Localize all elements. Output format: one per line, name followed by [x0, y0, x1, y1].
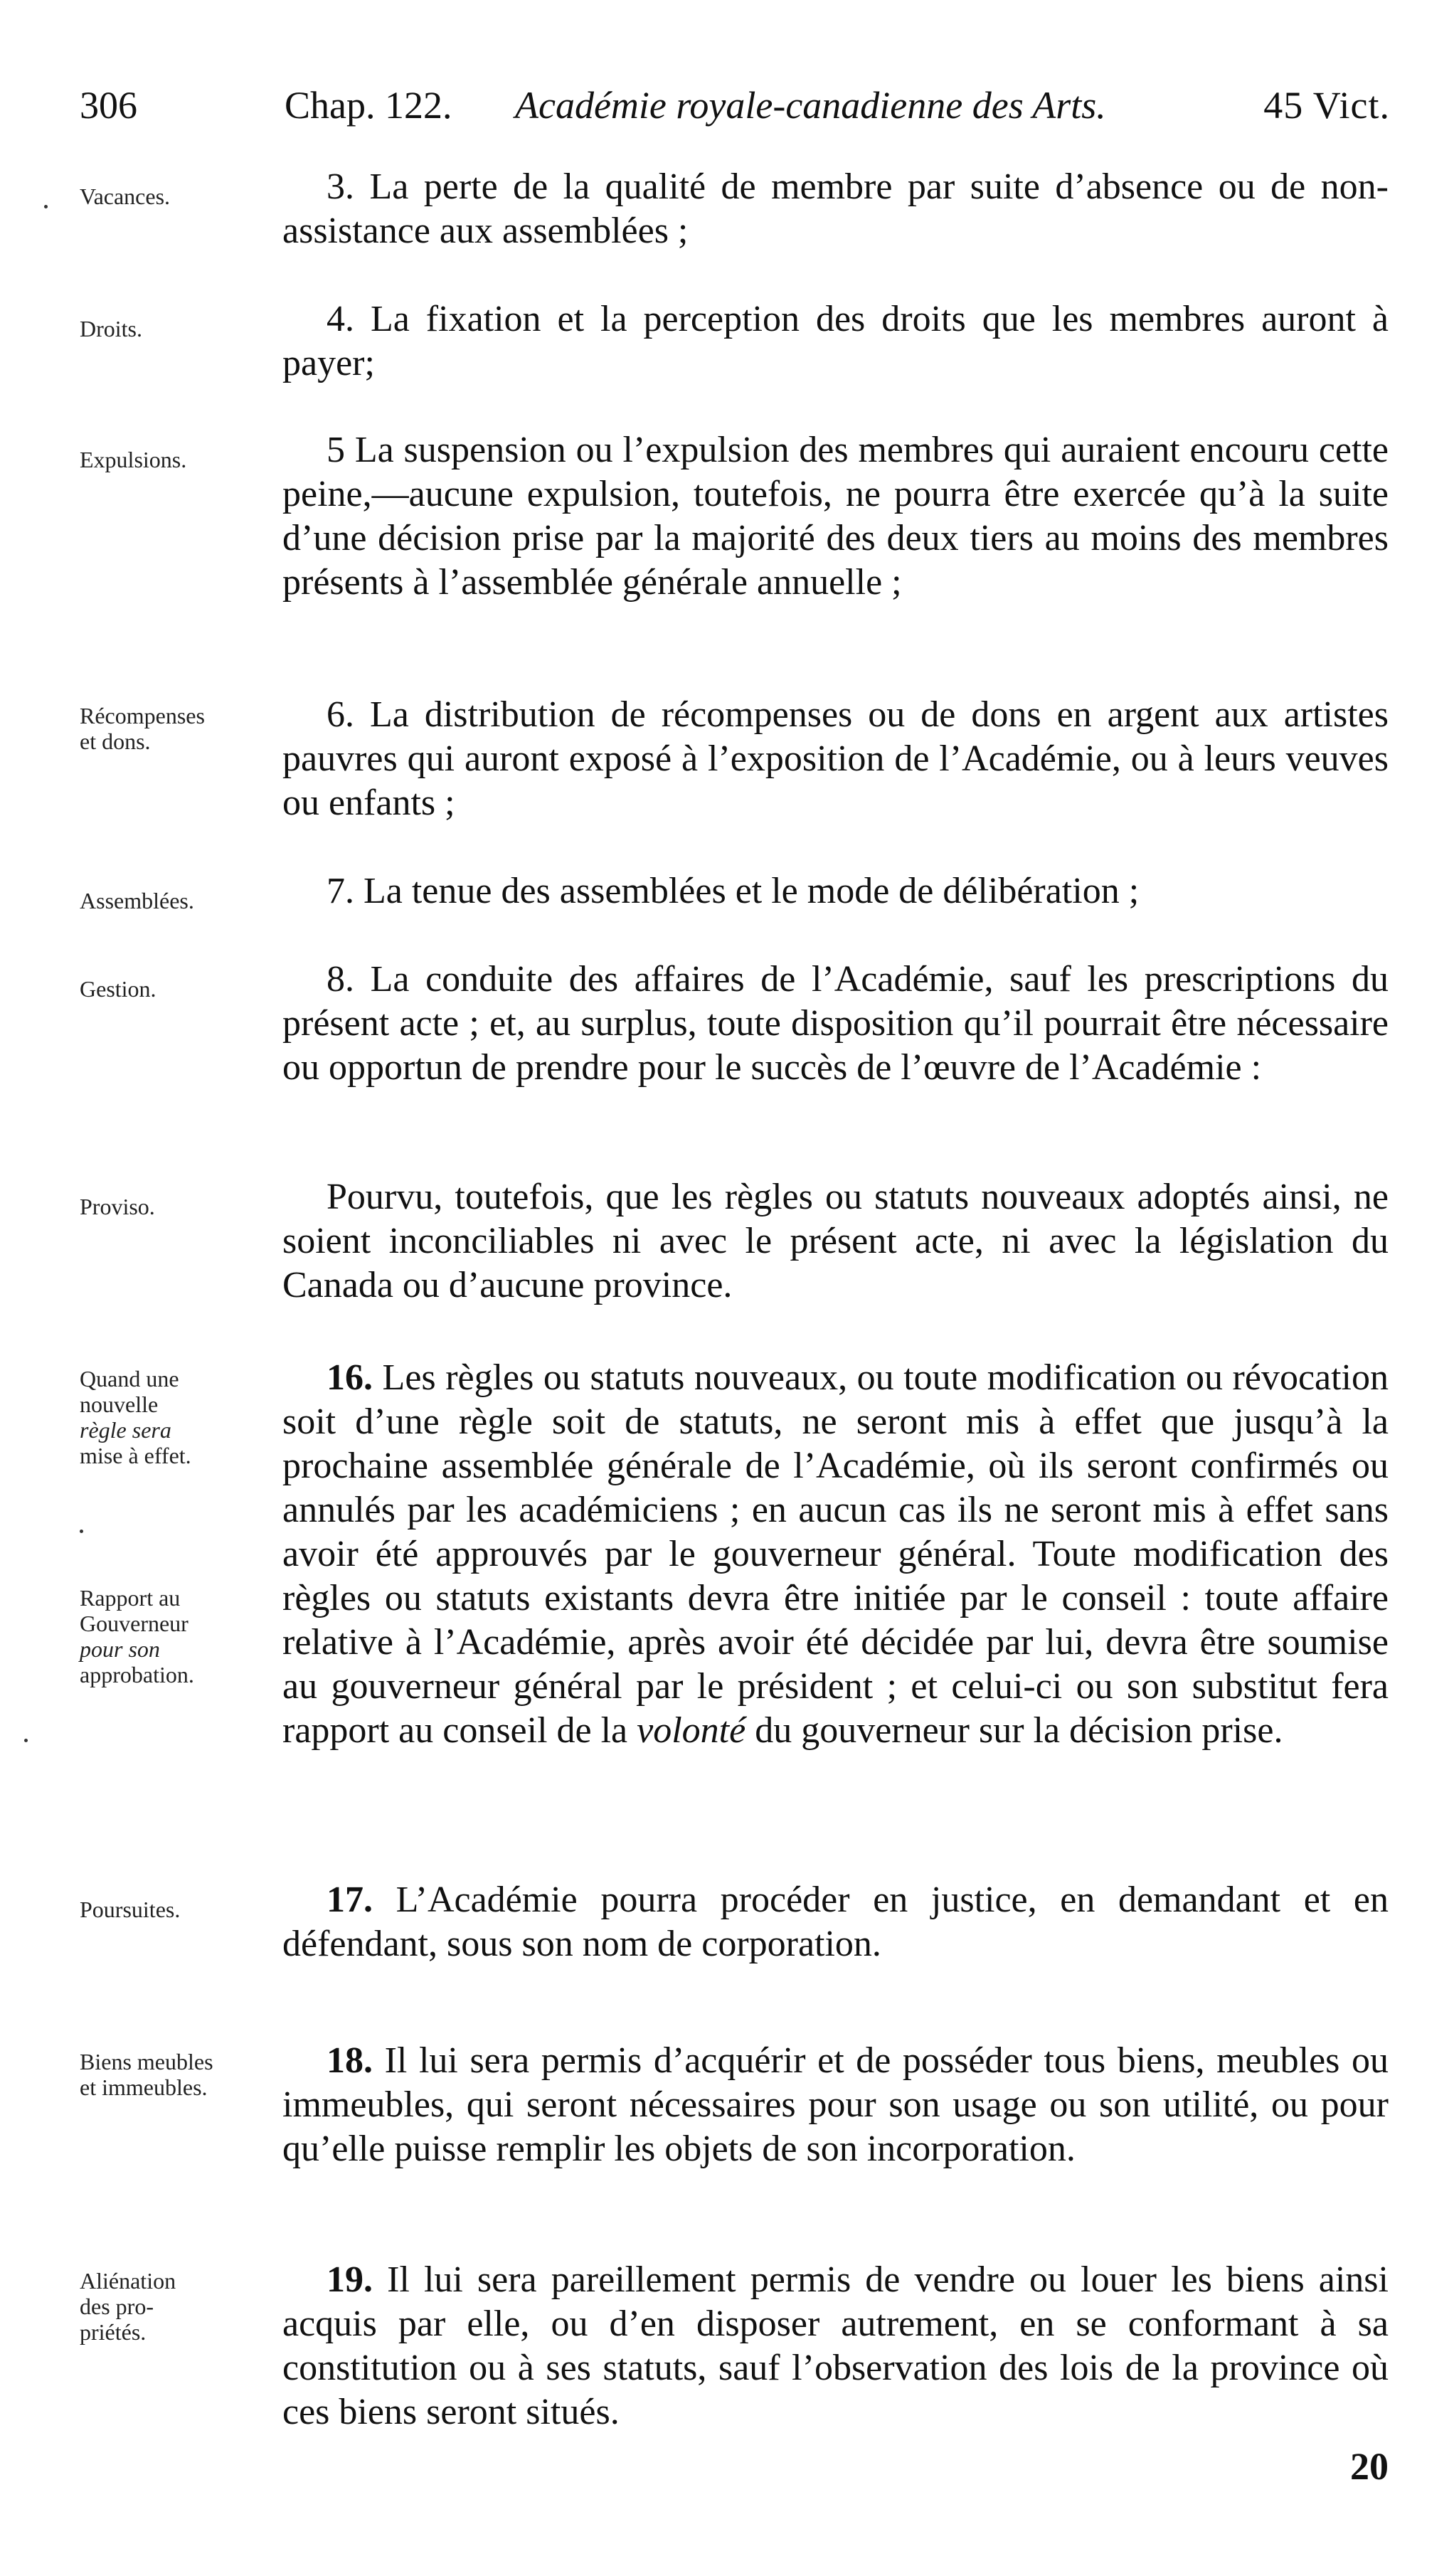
margin-note: Proviso.: [80, 1194, 155, 1219]
margin-note: Assemblées.: [80, 888, 194, 913]
section-number: 18.: [327, 2040, 373, 2081]
margin-note: Biens meubles et immeubles.: [80, 2049, 213, 2100]
margin-note: Expulsions.: [80, 447, 187, 472]
clause-text: 18. Il lui sera permis d’acquérir et de posséder tous biens, meubles ou immeubles, qui seront nécessaires pour son usage ou son utilité, ou pour qu’elle puisse remplir les objets de son incorporation.: [282, 2040, 1389, 2169]
clause-text: 5 La suspension ou l’expulsion des membres qui auraient encouru cette peine,—aucune expulsion, toutefois, ne pourra être exercée qu’à la suite d’une décision prise par la majorité des deux tiers au moins des membres présents à l’assemblée générale annuelle ;: [282, 430, 1389, 603]
signature-mark: 20: [1350, 2445, 1389, 2488]
page-number: 306: [80, 84, 137, 127]
chapter-label: Chap. 122.: [285, 84, 452, 127]
print-speck: [24, 1739, 28, 1742]
margin-note: Poursuites.: [80, 1897, 181, 1922]
margin-note: Aliénation des pro- priétés.: [80, 2268, 176, 2345]
clause-text: 17. L’Académie pourra procéder en justice, en demandant et en défendant, sous son nom de corporation.: [282, 1880, 1389, 1964]
section-number: 16.: [327, 1357, 373, 1398]
section-number: 19.: [327, 2259, 373, 2300]
margin-note: Vacances.: [80, 184, 171, 209]
print-speck: [80, 1530, 83, 1533]
margin-note: Récompenses et dons.: [80, 703, 205, 754]
running-title: Académie royale-canadienne des Arts.: [515, 84, 1106, 127]
margin-note: Droits.: [80, 316, 142, 341]
section-number: 17.: [327, 1880, 373, 1920]
clause-text: 3. La perte de la qualité de membre par suite d’absence ou de non-assistance aux assemblées ;: [282, 166, 1389, 251]
clause-text: 19. Il lui sera pareillement permis de vendre ou louer les biens ainsi acquis par elle, ou d’en disposer autrement, en se conformant à sa constitution ou à ses statuts, sauf l’observation des lois de la province où ces biens seront situés.: [282, 2259, 1389, 2432]
running-header: [80, 77, 1390, 134]
margin-note: Quand une nouvelle règle sera mise à effet.: [80, 1366, 191, 1468]
clause-text: 7. La tenue des assemblées et le mode de délibération ;: [327, 871, 1140, 911]
clause-text: Pourvu, toutefois, que les règles ou statuts nouveaux adoptés ainsi, ne soient inconciliables ni avec le présent acte, ni avec la législation du Canada ou d’aucune province.: [282, 1177, 1389, 1305]
regnal-year: 45 Vict.: [1263, 84, 1390, 127]
clause-text: 16. Les règles ou statuts nouveaux, ou toute modification ou révocation soit d’une règle soit de statuts, ne seront mis à effet que jusqu’à la prochaine assemblée générale de l’Académie, où ils seront confirmés ou annulés par les académiciens ; en aucun cas ils ne seront mis à effet sans avoir été approuvés par le gouverneur général. Toute modification des règles ou statuts existants devra être initiée par le conseil : toute affaire relative à l’Académie, après avoir été décidée par lui, devra être soumise au gouverneur général par le président ; et celui-ci ou son substitut fera rapport au conseil de la volonté du gouverneur sur la décision prise.: [282, 1357, 1389, 1751]
margin-note-2: Rapport au Gouverneur pour son approbation.: [80, 1585, 194, 1687]
clause-text: 4. La fixation et la perception des droits que les membres auront à payer;: [282, 299, 1389, 383]
clause-text: 8. La conduite des affaires de l’Académie, sauf les prescriptions du présent acte ; et, au surplus, toute disposition qu’il pourrait être nécessaire ou opportun de prendre pour le succès de l’œuvre de l’Académie :: [282, 959, 1389, 1088]
clause-text: 6. La distribution de récompenses ou de dons en argent aux artistes pauvres qui auront exposé à l’exposition de l’Académie, ou à leurs veuves ou enfants ;: [282, 694, 1389, 823]
print-speck: [44, 205, 48, 208]
margin-note: Gestion.: [80, 976, 156, 1002]
